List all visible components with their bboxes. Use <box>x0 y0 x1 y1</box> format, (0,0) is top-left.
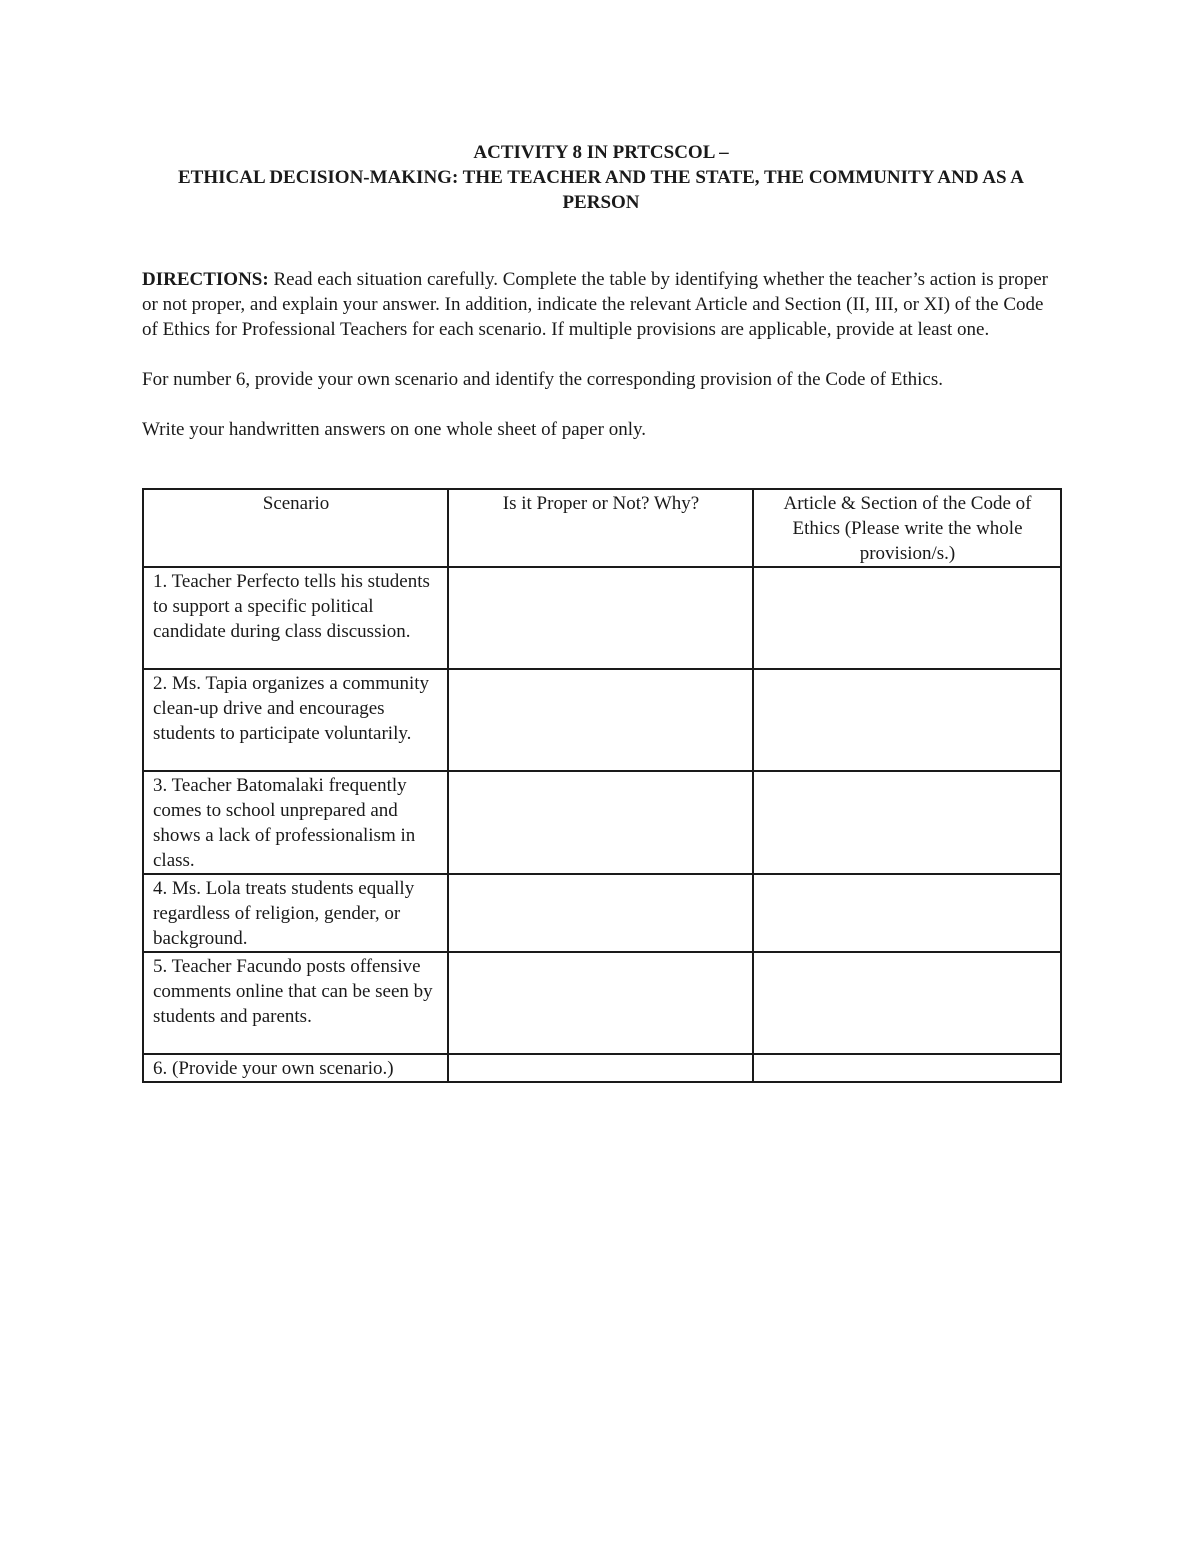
table-row <box>143 669 1061 771</box>
article-cell <box>753 952 1061 1054</box>
scenario-cell: 2. Ms. Tapia organizes a community clean-up drive and encourages students to participate voluntarily. <box>143 669 448 771</box>
proper-cell <box>448 669 753 771</box>
handwritten-note: Write your handwritten answers on one whole sheet of paper only. <box>142 419 646 440</box>
proper-cell <box>448 567 753 669</box>
article-cell <box>753 874 1061 952</box>
activity-sheet <box>142 140 1060 1079</box>
article-cell <box>753 771 1061 874</box>
article-cell <box>753 1054 1061 1082</box>
document-title-line2: ETHICAL DECISION-MAKING: THE TEACHER AND THE STATE, THE COMMUNITY AND AS A PERSON <box>177 167 1025 213</box>
table-row <box>143 1054 1061 1082</box>
table-row <box>143 771 1061 874</box>
scenario-cell: 1. Teacher Perfecto tells his students to support a specific political candidate during class discussion. <box>143 567 448 669</box>
header-proper-or-not: Is it Proper or Not? Why? <box>448 489 753 567</box>
proper-cell <box>448 952 753 1054</box>
scenario-cell: 3. Teacher Batomalaki frequently comes to school unprepared and shows a lack of professionalism in class. <box>143 771 448 874</box>
table-row <box>143 952 1061 1054</box>
proper-cell <box>448 771 753 874</box>
proper-cell <box>448 874 753 952</box>
document-title-line1: ACTIVITY 8 IN PRTCSCOL – <box>473 142 729 163</box>
header-scenario: Scenario <box>143 489 448 567</box>
table-row <box>143 874 1061 952</box>
article-cell <box>753 669 1061 771</box>
ethics-table <box>142 488 1062 1083</box>
table-header-row <box>143 489 1061 567</box>
scenario-cell: 4. Ms. Lola treats students equally regardless of religion, gender, or background. <box>143 874 448 952</box>
header-article-section: Article & Section of the Code of Ethics (Please write the whole provision/s.) <box>753 489 1061 567</box>
table-row <box>143 567 1061 669</box>
article-cell <box>753 567 1061 669</box>
proper-cell <box>448 1054 753 1082</box>
scenario-cell: 6. (Provide your own scenario.) <box>143 1054 448 1082</box>
directions-text: Read each situation carefully. Complete the table by identifying whether the teacher’s action is proper or not proper, and explain your answer. In addition, indicate the relevant Article and Section (II, III, or XI) of the Code of Ethics for Professional Teachers for each scenario. If multiple provisions are applicable, provide at least one. <box>142 269 1048 340</box>
directions-paragraph <box>142 267 1060 342</box>
number6-note: For number 6, provide your own scenario and identify the corresponding provision of the Code of Ethics. <box>142 369 943 390</box>
scenario-cell: 5. Teacher Facundo posts offensive comments online that can be seen by students and parents. <box>143 952 448 1054</box>
directions-label: DIRECTIONS: <box>142 269 269 290</box>
